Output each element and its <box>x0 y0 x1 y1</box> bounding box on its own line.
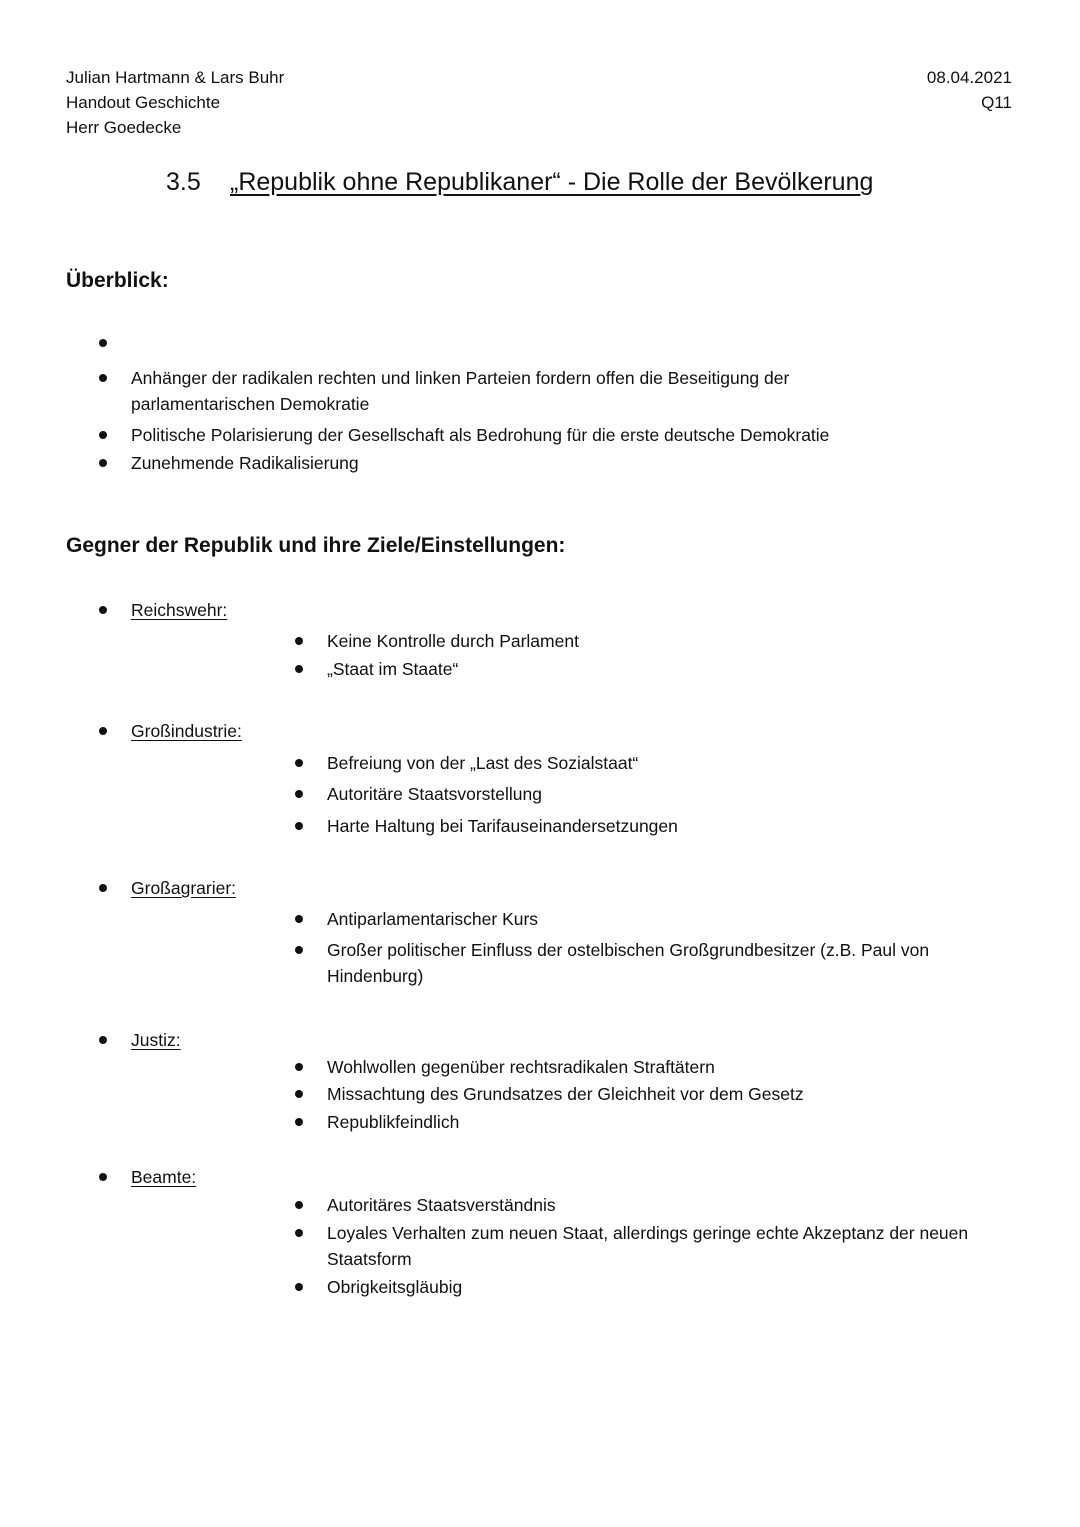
bullet-icon <box>295 1229 303 1237</box>
bullet-icon <box>295 946 303 954</box>
group-name: Beamte: <box>131 1167 197 1187</box>
overview-item: Politische Polarisierung der Gesellschaft als Bedrohung für die erste deutsche Demokratie <box>131 425 830 445</box>
group-name: Großindustrie: <box>131 721 242 741</box>
group-item: Republikfeindlich <box>327 1112 460 1132</box>
opponents-heading: Gegner der Republik und ihre Ziele/Einstellungen: <box>66 534 566 557</box>
group-item: Autoritäre Staatsvorstellung <box>327 784 542 804</box>
bullet-icon <box>295 1090 303 1098</box>
group-item: Befreiung von der „Last des Sozialstaat“ <box>327 753 639 773</box>
bullet-icon <box>295 1283 303 1291</box>
group-item: Missachtung des Grundsatzes der Gleichheit vor dem Gesetz <box>327 1084 804 1104</box>
bullet-icon <box>295 665 303 673</box>
bullet-icon <box>99 431 107 439</box>
bullet-icon <box>99 606 107 614</box>
overview-item: Zunehmende Radikalisierung <box>131 453 359 473</box>
bullet-icon <box>295 1201 303 1209</box>
header-course: Q11 <box>981 93 1012 112</box>
group-name: Justiz: <box>131 1030 181 1050</box>
overview-heading: Überblick: <box>66 269 169 292</box>
group-item: Keine Kontrolle durch Parlament <box>327 631 579 651</box>
header-date: 08.04.2021 <box>926 68 1012 87</box>
bullet-icon <box>295 822 303 830</box>
group-item: Antiparlamentarischer Kurs <box>327 909 539 929</box>
bullet-icon <box>99 1036 107 1044</box>
bullet-icon <box>295 1118 303 1126</box>
bullet-icon <box>295 790 303 798</box>
group-item: Harte Haltung bei Tarifauseinandersetzungen <box>327 816 678 836</box>
bullet-icon <box>99 884 107 892</box>
header-authors: Julian Hartmann & Lars Buhr <box>66 68 285 87</box>
header-subject: Handout Geschichte <box>66 93 221 112</box>
group-name: Großagrarier: <box>131 878 237 898</box>
bullet-icon <box>99 459 107 467</box>
bullet-icon <box>99 339 107 347</box>
overview-item: Anhänger der radikalen rechten und linken Parteien fordern offen die Beseitigung der parlamentarischen Demokratie <box>131 368 790 414</box>
bullet-icon <box>99 727 107 735</box>
group-item: Loyales Verhalten zum neuen Staat, allerdings geringe echte Akzeptanz der neuen Staatsform <box>327 1223 969 1269</box>
bullet-icon <box>295 1063 303 1071</box>
bullet-icon <box>295 637 303 645</box>
group-name: Reichswehr: <box>131 600 228 620</box>
bullet-icon <box>99 1173 107 1181</box>
group-item: Großer politischer Einfluss der ostelbischen Großgrundbesitzer (z.B. Paul von Hindenburg) <box>327 940 930 986</box>
section-title: „Republik ohne Republikaner“ - Die Rolle der Bevölkerung <box>230 168 874 196</box>
bullet-icon <box>99 374 107 382</box>
page-title <box>166 166 873 198</box>
group-item: Wohlwollen gegenüber rechtsradikalen Straftätern <box>327 1057 715 1077</box>
bullet-icon <box>295 915 303 923</box>
group-item: Obrigkeitsgläubig <box>327 1277 463 1297</box>
section-number: 3.5 <box>166 168 201 196</box>
group-item: „Staat im Staate“ <box>327 659 459 679</box>
bullet-icon <box>295 759 303 767</box>
header-teacher: Herr Goedecke <box>66 118 182 137</box>
group-item: Autoritäres Staatsverständnis <box>327 1195 556 1215</box>
